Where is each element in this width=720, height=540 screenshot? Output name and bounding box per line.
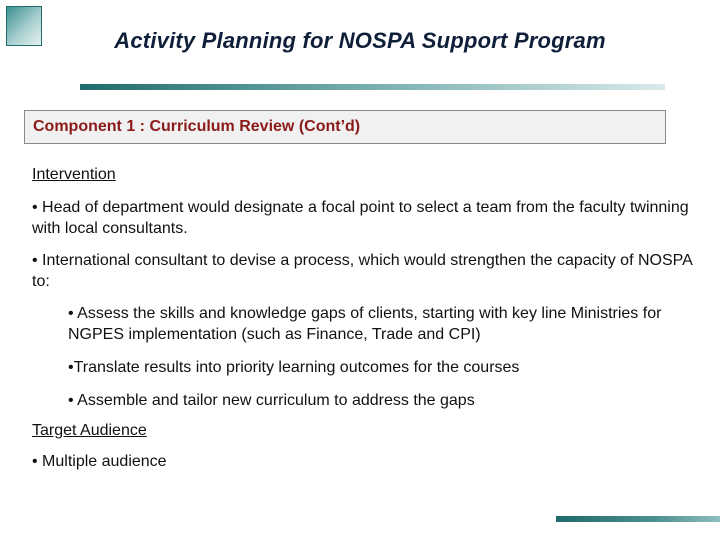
intervention-sub-bullet-1: • Assess the skills and knowledge gaps of clients, starting with key line Ministries for NGPES implementation (such as Finance, Trade and CPI) xyxy=(68,305,662,343)
intervention-sub-bullet-3: • Assemble and tailor new curriculum to address the gaps xyxy=(68,392,475,409)
slide-body xyxy=(32,164,692,483)
intervention-bullet-2: • International consultant to devise a process, which would strengthen the capacity of NOSPA to: xyxy=(32,252,692,290)
title-underline-bar xyxy=(80,84,665,90)
bottom-accent-bar xyxy=(556,516,720,522)
intervention-label: Intervention xyxy=(32,166,116,183)
target-audience-bullet-1: • Multiple audience xyxy=(32,453,167,470)
component-heading-box xyxy=(24,110,666,144)
intervention-bullet-1: • Head of department would designate a focal point to select a team from the faculty twinning with local consultants. xyxy=(32,199,689,237)
target-audience-label: Target Audience xyxy=(32,422,147,439)
intervention-sub-bullet-2: •Translate results into priority learning outcomes for the courses xyxy=(68,359,520,376)
component-heading: Component 1 : Curriculum Review (Cont’d) xyxy=(33,118,361,135)
slide-title: Activity Planning for NOSPA Support Program xyxy=(114,28,606,53)
